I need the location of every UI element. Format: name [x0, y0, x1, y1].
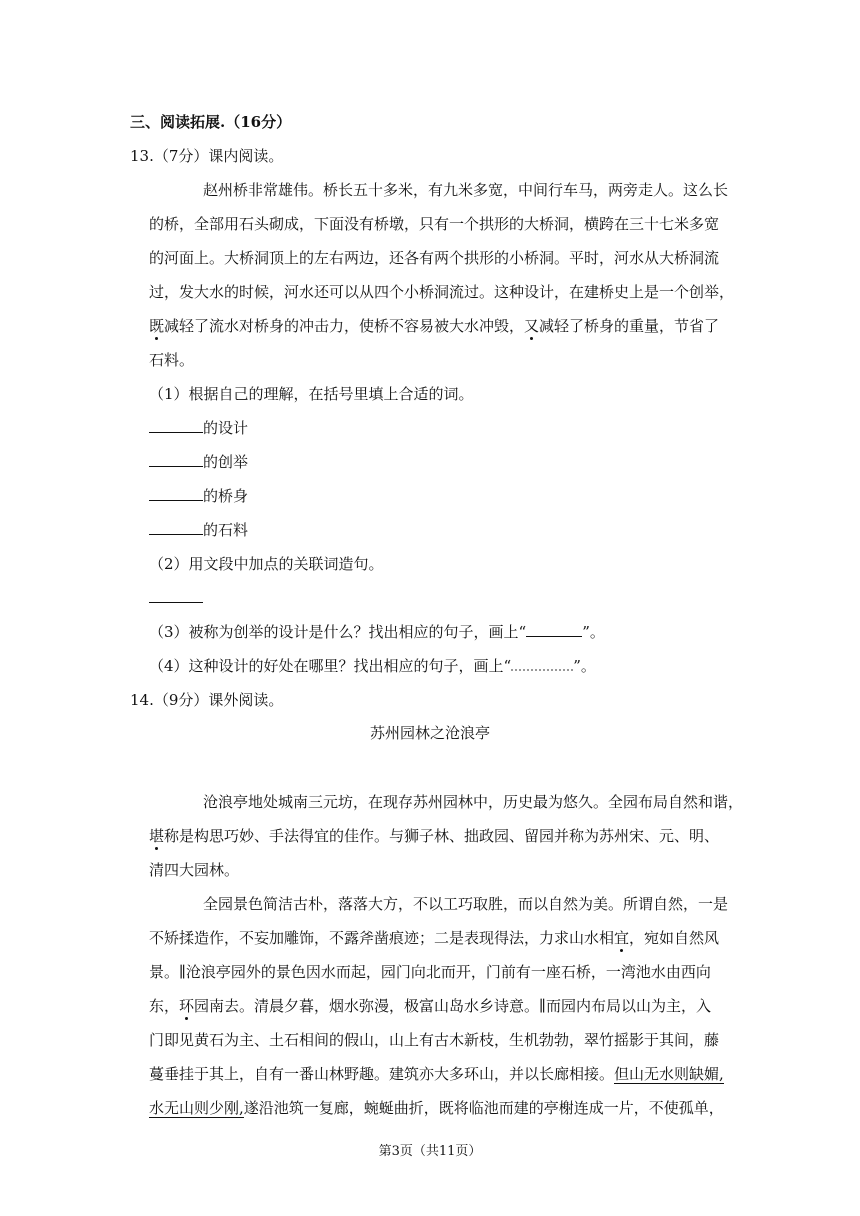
fill-row-3: 的桥身	[149, 485, 248, 507]
blank-2[interactable]	[149, 452, 203, 467]
q13-para-line-3: 的河面上。大桥洞顶上的左右两边，还各有两个拱形的小桥洞。平时，河水从大桥洞流	[149, 249, 720, 267]
fill-row-2: 的创举	[149, 451, 248, 473]
q13-para-line-1: 赵州桥非常雄伟。桥长五十多米，有九米多宽，中间行车马，两旁走人。这么长	[203, 181, 729, 199]
q13-sub4: （4）这种设计的好处在哪里？找出相应的句子，画上“ ”。	[149, 657, 596, 675]
blank-3[interactable]	[149, 486, 203, 501]
q14-p2-line-3: 景。∥沧浪亭园外的景色因水而起，园门向北而开，门前有一座石桥，一湾池水由西向	[149, 963, 711, 981]
section-heading: 三、阅读拓展.（16分）	[130, 113, 292, 131]
article-title: 苏州园林之沧浪亭	[369, 724, 490, 742]
q14-p1-line-3: 清四大园林。	[149, 861, 240, 879]
blank-sentence[interactable]	[149, 588, 203, 603]
q14-p2-line-5: 门即见黄石为主、土石相间的假山，山上有古木新枝，生机勃勃，翠竹摇影于其间，藤	[149, 1031, 720, 1049]
q13-sub2: （2）用文段中加点的关联词造句。	[149, 555, 384, 573]
dotted-char-ji: 既	[149, 317, 165, 335]
q14-p2-line-7: 水无山则少刚,遂沿池筑一复廊，蜿蜒曲折，既将临池而建的亭榭连成一片，不使孤单，	[149, 1099, 724, 1117]
q13-sub1: （1）根据自己的理解，在括号里填上合适的词。	[149, 385, 474, 403]
q14-p1-line-1: 沧浪亭地处城南三元坊，在现存苏州园林中，历史最为悠久。全园布局自然和谐，	[203, 793, 744, 811]
q14-p1-line-2: 堪称是构思巧妙、手法得宜的佳作。与狮子林、拙政园、留园并称为苏州宋、元、明、	[149, 827, 720, 845]
underlined-sentence-part-1: 但山无水则缺媚,	[614, 1065, 724, 1083]
q14-header: 14.（9分）课外阅读。	[130, 691, 284, 709]
q13-para-line-2: 的桥，全部用石头砌成，下面没有桥墩，只有一个拱形的大桥洞，横跨在三十七米多宽	[149, 215, 720, 233]
blank-1[interactable]	[149, 418, 203, 433]
q14-p2-line-6: 蔓垂挂于其上，自有一番山林野趣。建筑亦大多环山，并以长廊相接。但山无水则缺媚,	[149, 1065, 724, 1083]
q14-p2-line-4: 东，环园南去。清晨夕暮，烟水弥漫，极富山岛水乡诗意。∥而园内布局以山为主，入	[149, 997, 711, 1015]
q14-p2-line-1: 全园景色简洁古朴，落落大方，不以工巧取胜，而以自然为美。所谓自然，一是	[203, 895, 729, 913]
dotted-char-yi: 宜	[614, 929, 630, 947]
dotted-char-kan: 堪	[149, 827, 165, 845]
q13-sub3: （3）被称为创举的设计是什么？找出相应的句子，画上“ ”。	[149, 623, 605, 641]
blank-4[interactable]	[149, 520, 203, 535]
underlined-sentence-part-2: 水无山则少刚,	[149, 1099, 244, 1117]
fill-row-1: 的设计	[149, 417, 248, 439]
straight-underline-sample	[526, 622, 582, 637]
q13-header: 13.（7分）课内阅读。	[130, 147, 284, 165]
q14-p2-line-2: 不矫揉造作，不妄加雕饰，不露斧凿痕迹；二是表现得法，力求山水相宜，宛如自然风	[149, 929, 720, 947]
fill-row-4: 的石料	[149, 519, 248, 541]
q13-para-line-4: 过，发大水的时候，河水还可以从四个小桥洞流过。这种设计，在建桥史上是一个创举，	[149, 283, 735, 301]
dotted-char-you: 又	[524, 317, 540, 335]
sentence-answer-row	[149, 587, 203, 609]
q13-para-line-5: 既减轻了流水对桥身的冲击力，使桥不容易被大水冲毁，又减轻了桥身的重量，节省了	[149, 317, 720, 335]
wavy-underline-sample	[511, 659, 573, 671]
dotted-char-huan: 环	[179, 997, 195, 1015]
page-footer: 第3页（共11页）	[378, 1144, 482, 1159]
q13-para-line-6: 石料。	[149, 351, 195, 369]
